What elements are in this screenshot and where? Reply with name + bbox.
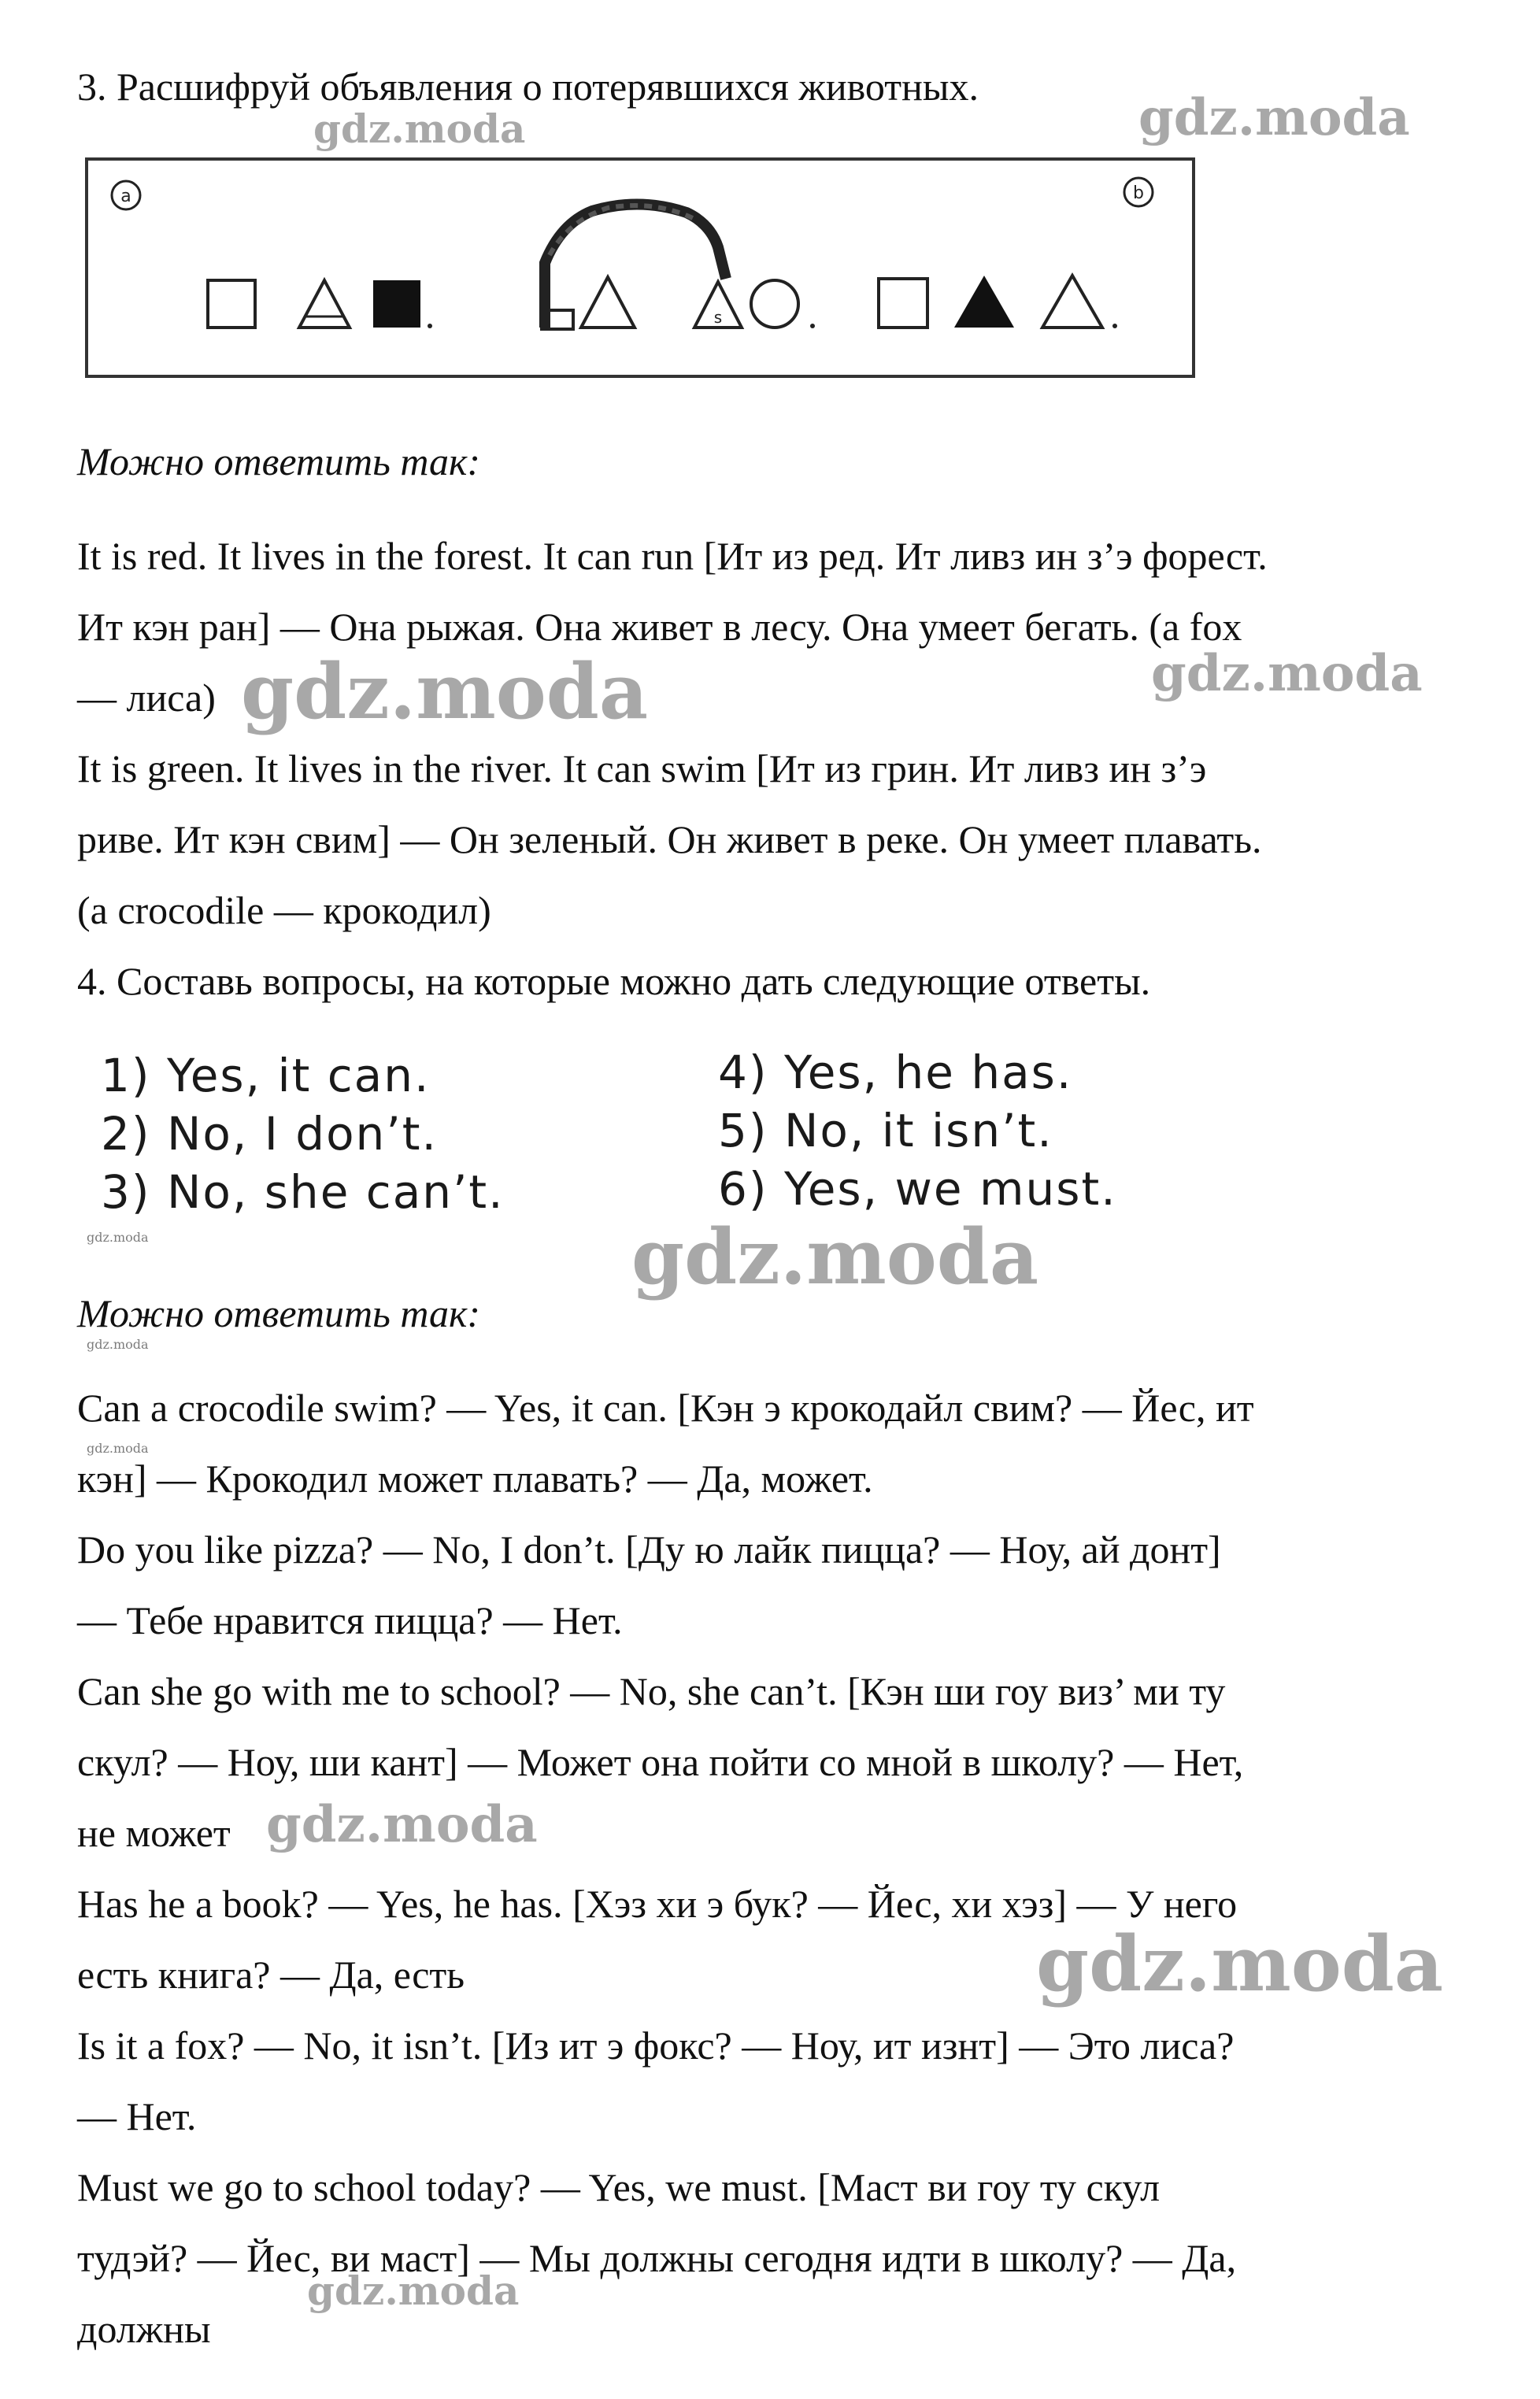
- task3-line-4: It is green. It lives in the river. It can swim [Ит из грин. Ит ливз ин з’э: [77, 746, 1207, 790]
- task4-line-9: есть книга? — Да, есть: [77, 1953, 465, 1997]
- task4-line-13: тудэй? — Йес, ви маст] — Мы должны сегодня идти в школу? — Да,: [77, 2236, 1237, 2280]
- task3-line-5: риве. Ит кэн свим] — Он зеленый. Он живет в реке. Он умеет плавать.: [77, 817, 1262, 861]
- cipher-puzzle-box: [85, 157, 1195, 378]
- given-answer-1: 1) Yes, it can.: [101, 1049, 431, 1102]
- task4-line-2: кэн] — Крокодил может плавать? — Да, может.: [77, 1457, 873, 1501]
- watermark: gdz.moda: [87, 1441, 149, 1456]
- task4-line-6: скул? — Ноу, ши кант] — Может она пойти со мной в школу? — Нет,: [77, 1740, 1244, 1784]
- task4-line-10: Is it a fox? — No, it isn’t. [Из ит э фокс? — Ноу, ит изнт] — Это лиса?: [77, 2023, 1235, 2068]
- dot-icon: [1112, 324, 1117, 328]
- filled-triangle-icon: [954, 276, 1014, 328]
- empty-triangle-icon: [299, 280, 350, 328]
- watermark: gdz.moda: [631, 1212, 1039, 1301]
- task4-line-5: Can she go with me to school? — No, she can’t. [Кэн ши гоу виз’ ми ту: [77, 1669, 1226, 1713]
- watermark: gdz.moda: [1036, 1920, 1444, 2008]
- task4-line-14: должны: [77, 2307, 211, 2351]
- empty-square-icon: [208, 280, 255, 328]
- task3-title: 3. Расшифруй объявления о потерявшихся животных.: [77, 65, 979, 109]
- watermark: gdz.moda: [1138, 88, 1410, 147]
- answer-intro-1: Можно ответить так:: [77, 439, 481, 483]
- task4-line-3: Do you like pizza? — No, I don’t. [Ду ю лайк пицца? — Ноу, ай донт]: [77, 1527, 1221, 1572]
- empty-triangle-icon: [581, 277, 635, 328]
- task4-line-7: не может: [77, 1811, 231, 1855]
- dot-icon: [428, 324, 432, 328]
- cipher-puzzle-figure: [88, 161, 1192, 375]
- given-answer-2: 2) No, I don’t.: [101, 1107, 438, 1161]
- corner-label-a-text: a: [120, 187, 131, 206]
- answer-intro-2: Можно ответить так:: [77, 1291, 481, 1335]
- task3-line-6: (a crocodile — крокодил): [77, 888, 491, 932]
- task3-line-1: It is red. It lives in the forest. It can run [Ит из ред. Ит ливз ин з’э форест.: [77, 534, 1268, 578]
- given-answer-5: 5) No, it isn’t.: [718, 1104, 1053, 1157]
- watermark: gdz.moda: [241, 647, 649, 736]
- filled-square-icon: [373, 280, 420, 328]
- watermark: gdz.moda: [87, 1337, 149, 1352]
- watermark: gdz.moda: [1151, 644, 1423, 703]
- task4-line-12: Must we go to school today? — Yes, we must. [Маст ви гоу ту скул: [77, 2165, 1161, 2209]
- corner-label-a: [112, 181, 140, 209]
- watermark: gdz.moda: [307, 2268, 520, 2314]
- empty-circle-icon: [751, 280, 798, 328]
- empty-triangle-icon: [1042, 276, 1102, 328]
- given-answer-3: 3) No, she can’t.: [101, 1165, 505, 1219]
- dot-icon: [810, 324, 815, 328]
- watermark: gdz.moda: [313, 106, 526, 152]
- empty-square-icon: [879, 279, 927, 328]
- corner-label-b: [1124, 178, 1153, 206]
- task4-line-4: — Тебе нравится пицца? — Нет.: [77, 1598, 623, 1642]
- task4-title: 4. Составь вопросы, на которые можно дать следующие ответы.: [77, 959, 1151, 1003]
- task3-line-2: Ит кэн ран] — Она рыжая. Она живет в лесу. Она умеет бегать. (a fox: [77, 605, 1242, 649]
- snake-letter: s: [713, 308, 723, 327]
- task4-line-11: — Нет.: [77, 2094, 197, 2138]
- given-answer-4: 4) Yes, he has.: [718, 1046, 1073, 1099]
- giraffe-arch-icon: [542, 204, 726, 329]
- watermark: gdz.moda: [266, 1795, 538, 1854]
- task3-line-3: — лиса): [77, 676, 216, 720]
- watermark: gdz.moda: [87, 1230, 149, 1245]
- corner-label-b-text: b: [1133, 183, 1144, 203]
- given-answer-6: 6) Yes, we must.: [718, 1162, 1117, 1216]
- task4-line-1: Can a crocodile swim? — Yes, it can. [Кэн э крокодайл свим? — Йес, ит: [77, 1386, 1254, 1430]
- task4-line-8: Has he a book? — Yes, he has. [Хэз хи э бук? — Йес, хи хэз] — У него: [77, 1882, 1238, 1926]
